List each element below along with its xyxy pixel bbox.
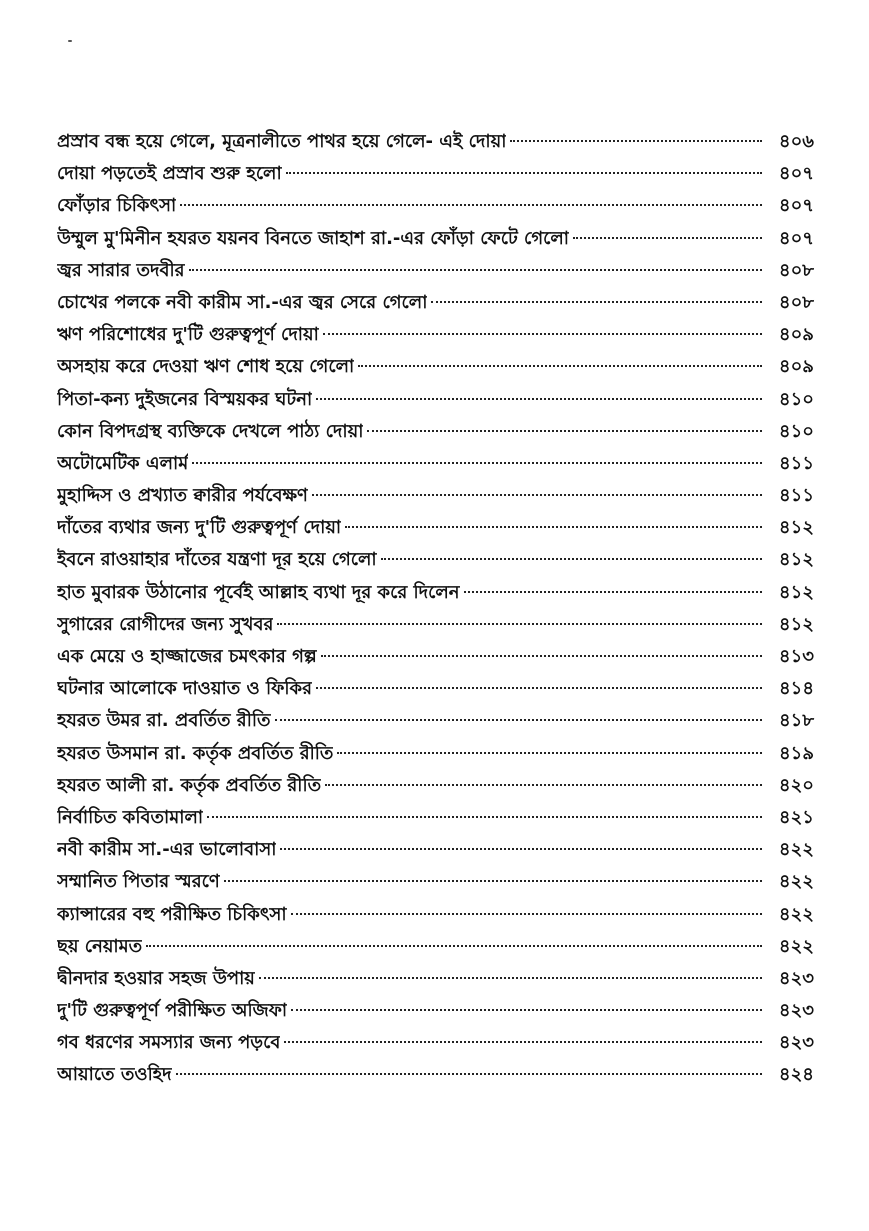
- dot-leader: [325, 784, 762, 786]
- toc-entry-title: হযরত উমর রা. প্রবর্তিত রীতি: [57, 710, 271, 732]
- dot-leader: [464, 591, 762, 593]
- toc-entry: [57, 351, 814, 383]
- toc-entry: [57, 255, 814, 287]
- toc-entry-title: দ্বীনদার হওয়ার সহজ উপায়: [57, 967, 255, 989]
- toc-entry-page: ৪১২: [778, 613, 814, 635]
- toc-entry: [57, 577, 814, 609]
- toc-entry-title: অটোমেটিক এলার্ম: [57, 452, 189, 474]
- toc-entry: [57, 705, 814, 737]
- toc-entry: [57, 126, 814, 158]
- toc-entry: [57, 995, 814, 1027]
- toc-entry-title: সুগারের রোগীদের জন্য সুখবর: [57, 613, 274, 635]
- dot-leader: [189, 269, 762, 271]
- toc-entry-title: গব ধরণের সমস্যার জন্য পড়বে: [57, 1032, 281, 1054]
- toc-entry-title: মুহাদ্দিস ও প্রখ্যাত ক্বারীর পর্যবেক্ষণ: [57, 485, 308, 507]
- toc-entry-page: ৪২০: [778, 774, 814, 796]
- toc-entry-title: কোন বিপদগ্রস্থ ব্যক্তিকে দেখলে পাঠ্য দোয়া: [57, 420, 364, 442]
- toc-entry: [57, 319, 814, 351]
- dot-leader: [381, 558, 762, 560]
- toc-entry-title: চোখের পলকে নবী কারীম সা.-এর জ্বর সেরে গেলো: [57, 291, 428, 313]
- dot-leader: [345, 526, 762, 528]
- toc-entry-title: দু'টি গুরুত্বপূর্ণ পরীক্ষিত অজিফা: [57, 1000, 288, 1022]
- dot-leader: [573, 237, 762, 239]
- toc-entry-page: ৪১৩: [778, 646, 814, 667]
- dot-leader: [323, 333, 762, 335]
- toc-entry-title: এক মেয়ে ও হাজ্জাজের চমৎকার গল্প: [57, 646, 317, 667]
- toc-entry: [57, 899, 814, 931]
- toc-entry-title: নবী কারীম সা.-এর ভালোবাসা: [57, 839, 277, 861]
- toc-entry-page: ৪১০: [778, 420, 814, 442]
- dot-leader: [180, 204, 762, 206]
- toc-entry: [57, 931, 814, 963]
- toc-entry-page: ৪১২: [778, 549, 814, 571]
- toc-entry-title: হযরত উসমান রা. কর্তৃক প্রবর্তিত রীতি: [57, 742, 334, 764]
- dot-leader: [280, 848, 762, 850]
- toc-entry: [57, 544, 814, 576]
- dot-leader: [275, 719, 763, 721]
- dot-leader: [316, 398, 762, 400]
- toc-entry-title: ঘটনার আলোকে দাওয়াত ও ফিকির: [57, 678, 312, 700]
- toc-entry-page: ৪১২: [778, 517, 814, 539]
- toc-entry-title: জ্বর সারার তদবীর: [57, 259, 185, 281]
- table-of-contents: [57, 126, 814, 1092]
- dot-leader: [207, 816, 762, 818]
- toc-entry-page: ৪২৩: [778, 1000, 814, 1022]
- dot-leader: [224, 880, 762, 882]
- toc-entry: [57, 1027, 814, 1059]
- toc-entry: [57, 384, 814, 416]
- toc-entry-title: নির্বাচিত কবিতামালা: [57, 806, 204, 828]
- dot-leader: [192, 462, 762, 464]
- dot-leader: [291, 1009, 762, 1011]
- toc-entry: [57, 673, 814, 705]
- toc-entry-title: ছয় নেয়ামত: [57, 935, 143, 957]
- dot-leader: [146, 945, 762, 947]
- dot-leader: [316, 687, 762, 689]
- dot-leader: [358, 365, 762, 367]
- toc-entry-title: হাত মুবারক উঠানোর পূর্বেই আল্লাহ ব্যথা দূর করে দিলেন: [57, 581, 460, 603]
- toc-entry-page: ৪০৭: [778, 195, 814, 217]
- dot-leader: [337, 752, 762, 754]
- dot-leader: [284, 1041, 762, 1043]
- toc-entry: [57, 190, 814, 222]
- toc-entry-page: ৪০৭: [778, 163, 814, 185]
- toc-entry-page: ৪২৩: [778, 1032, 814, 1054]
- toc-entry: [57, 609, 814, 641]
- toc-entry: [57, 770, 814, 802]
- toc-entry-page: ৪২৪: [778, 1064, 814, 1086]
- toc-entry-title: হযরত আলী রা. কর্তৃক প্রবর্তিত রীতি: [57, 774, 322, 796]
- toc-entry-page: ৪০৮: [778, 291, 814, 313]
- toc-entry-page: ৪২৩: [778, 967, 814, 989]
- toc-entry-title: দোয়া পড়তেই প্রস্রাব শুরু হলো: [57, 163, 282, 185]
- toc-entry: [57, 287, 814, 319]
- dot-leader: [259, 977, 762, 979]
- toc-entry-page: ৪২২: [778, 871, 814, 893]
- dot-leader: [321, 655, 762, 657]
- toc-entry-page: ৪১০: [778, 388, 814, 410]
- toc-entry-title: ক্যান্সারের বহু পরীক্ষিত চিকিৎসা: [57, 903, 287, 925]
- toc-entry-page: ৪২২: [778, 935, 814, 957]
- toc-entry-title: ইবনে রাওয়াহার দাঁতের যন্ত্রণা দূর হয়ে গেলো: [57, 549, 377, 571]
- toc-entry-page: ৪০৮: [778, 259, 814, 281]
- toc-entry-title: দাঁতের ব্যথার জন্য দু'টি গুরুত্বপূর্ণ দোয়া: [57, 517, 342, 539]
- dot-leader: [277, 623, 762, 625]
- toc-entry-page: ৪১১: [778, 485, 814, 507]
- toc-entry-title: সম্মানিত পিতার স্মরণে: [57, 871, 220, 893]
- toc-entry: [57, 416, 814, 448]
- toc-entry-page: ৪২১: [778, 806, 814, 828]
- toc-entry-title: ফোঁড়ার চিকিৎসা: [57, 195, 177, 217]
- toc-entry: [57, 963, 814, 995]
- toc-entry-page: ৪১৮: [778, 710, 814, 732]
- toc-entry: [57, 480, 814, 512]
- toc-entry-page: ৪০৯: [778, 356, 814, 378]
- page-speck: [68, 40, 72, 42]
- toc-entry: [57, 512, 814, 544]
- dot-leader: [176, 1073, 762, 1075]
- toc-entry-title: প্রস্রাব বন্ধ হয়ে গেলে, মূত্রনালীতে পাথর হয়ে গেলে- এই দোয়া: [57, 131, 507, 152]
- toc-entry: [57, 448, 814, 480]
- toc-entry-page: ৪০৯: [778, 324, 814, 346]
- toc-entry-title: পিতা-কন্য দুইজনের বিস্ময়কর ঘটনা: [57, 388, 313, 410]
- toc-entry-title: ঋণ পরিশোধের দু'টি গুরুত্বপূর্ণ দোয়া: [57, 324, 319, 346]
- dot-leader: [510, 140, 762, 142]
- toc-entry: [57, 641, 814, 673]
- toc-entry-page: ৪০৬: [778, 131, 814, 152]
- toc-entry: [57, 866, 814, 898]
- toc-entry-page: ৪১২: [778, 581, 814, 603]
- toc-entry: [57, 158, 814, 190]
- toc-entry-title: অসহায় করে দেওয়া ঋণ শোধ হয়ে গেলো: [57, 356, 355, 378]
- dot-leader: [367, 430, 762, 432]
- toc-entry-title: আয়াতে তওহিদ: [57, 1064, 172, 1086]
- dot-leader: [291, 913, 762, 915]
- toc-entry: [57, 1059, 814, 1091]
- dot-leader: [286, 172, 762, 174]
- toc-entry-title: উম্মুল মু'মিনীন হযরত যয়নব বিনতে জাহাশ রা.-এর ফোঁড়া ফেটে গেলো: [57, 227, 569, 249]
- dot-leader: [431, 301, 762, 303]
- toc-entry: [57, 802, 814, 834]
- toc-entry-page: ৪০৭: [778, 227, 814, 249]
- toc-entry: [57, 738, 814, 770]
- toc-entry-page: ৪১১: [778, 452, 814, 474]
- toc-entry-page: ৪২২: [778, 903, 814, 925]
- toc-entry-page: ৪১৪: [778, 678, 814, 700]
- toc-entry-page: ৪১৯: [778, 742, 814, 764]
- toc-entry: [57, 223, 814, 255]
- toc-entry: [57, 834, 814, 866]
- dot-leader: [312, 494, 762, 496]
- toc-entry-page: ৪২২: [778, 839, 814, 861]
